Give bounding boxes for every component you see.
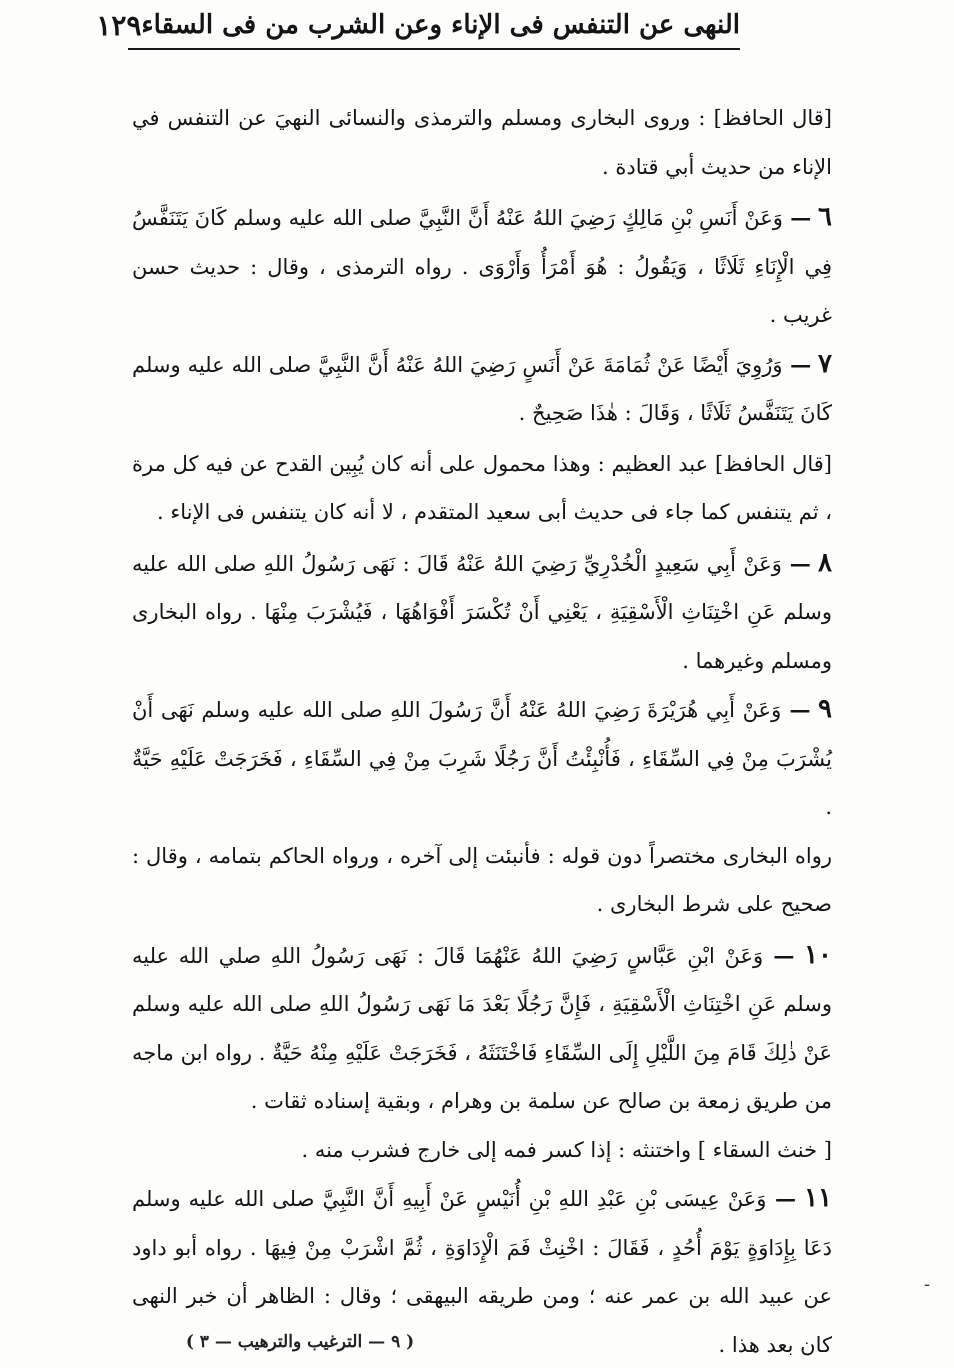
note-paragraph <box>132 832 832 929</box>
body-text <box>132 94 832 1369</box>
hadith-number: ٨ <box>818 547 832 578</box>
hadith-text: وَعَنْ ابْنِ عَبَّاسٍ رَضِيَ اللهُ عَنْهُمَا قَالَ : نَهَى رَسُولُ اللهِ صلي الله عليه وسلم عَنِ اخْتِنَاثِ الْأَسْقِيَةِ ، فَإِنَّ رَجُلًا بَعْدَ مَا نَهَى رَسُولُ اللهِ صلى الله عليه وسلم عَنْ ذٰلِكَ قَامَ مِنَ اللَّيْلِ إِلَى السِّقَاءِ فَاخْتَنَثَهُ ، فَخَرَجَتْ عَلَيْهِ مِنْهُ حَيَّةٌ . رواه ابن ماجه من طريق زمعة بن صالح عن سلمة بن وهرام ، وبقية إسناده ثقات . <box>132 943 832 1113</box>
hadith-dash: — <box>766 1186 797 1211</box>
hadith-text: وَعَنْ أَبِي هُرَيْرَةَ رَضِيَ اللهُ عَنْهُ أَنَّ رَسُولَ اللهِ صلى الله عليه وسلم نَهَى أَنْ يُشْرَبَ مِنْ فِي السِّقَاءِ ، فَأُنْبِئْتُ أَنَّ رَجُلًا شَرِبَ مِنْ فِي السِّقَاءِ ، فَخَرَجَتْ عَلَيْهِ حَيَّةٌ . <box>132 698 832 819</box>
hadith-dash: — <box>781 697 811 722</box>
paragraph-text: [قال الحافظ] عبد العظيم : وهذا محمول على أنه كان يُبِين القدح عن فيه كل مرة ، ثم يتنفس كما جاء فى حديث أبى سعيد المتقدم ، لا أنه كان يتنفس فى الإناء . <box>132 451 832 524</box>
page-number: ١٢٩ <box>96 8 142 42</box>
hadith-text: وَعَنْ عِيسَى بْنِ عَبْدِ اللهِ بْنِ أُنَيْسٍ عَنْ أَبِيهِ أَنَّ النَّبِيَّ صلى الله عليه وسلم دَعَا بِإِدَاوَةٍ يَوْمَ أُحُدٍ ، فَقَالَ : اخْنِثْ فَمَ الْإِدَاوَةِ ، ثُمَّ اشْرَبْ مِنْ فِيهَا . رواه أبو داود عن عبيد الله بن عمر عنه ؛ ومن طريقه البيهقى ؛ وقال : الظاهر أن خبر النهى كان بعد هذا . <box>132 1187 832 1357</box>
hadith-7 <box>132 340 832 438</box>
paragraph-text: رواه البخارى مختصراً دون قوله : فأنبئت إلى آخره ، ورواه الحاكم بتمامه ، وقال : صحيح على شرط البخارى . <box>132 843 832 916</box>
page-footer: ( ٩ — الترغيب والترهيب — ٣ ) <box>185 1332 415 1352</box>
hadith-number: ٩ <box>818 694 832 724</box>
paragraph-text: [ خنث السقاء ] واختنثه : إذا كسر فمه إلى خارج فشرب منه . <box>301 1137 832 1162</box>
note-paragraph <box>132 440 832 537</box>
hadith-number: ٧ <box>818 348 832 379</box>
header-rule <box>128 48 740 50</box>
note-paragraph <box>132 1126 832 1175</box>
hadith-9 <box>132 685 832 832</box>
hadith-dash: — <box>782 351 812 377</box>
margin-mark: - <box>924 1274 931 1295</box>
hadith-8 <box>132 539 832 686</box>
hadith-dash: — <box>763 942 795 968</box>
hadith-text: وَرُوِيَ أَيْضًا عَنْ ثُمَامَةَ عَنْ أَنَسٍ رَضِيَ اللهُ عَنْهُ أَنَّ النَّبِيَّ صلى الله عليه وسلم كَانَ يَتَنَفَّسُ ثَلَاثًا ، وَقَالَ : هٰذَا صَحِيحٌ . <box>132 352 832 425</box>
hadith-text: وَعَنْ أَبِي سَعِيدٍ الْخُدْرِيِّ رَضِيَ اللهُ عَنْهُ قَالَ : نَهَى رَسُولُ اللهِ صلى الله عليه وسلم عَنِ اخْتِنَاثِ الْأَسْقِيَةِ ، يَعْنِي أَنْ تُكْسَرَ أَفْوَاهُهَا ، فَيُشْرَبَ مِنْهَا . رواه البخارى ومسلم وغيرهما . <box>132 551 832 673</box>
hadith-dash: — <box>781 550 811 576</box>
hadith-number: ١٠ <box>804 939 832 970</box>
hadith-6 <box>132 193 832 340</box>
hadith-number: ١١ <box>804 1183 832 1213</box>
hadith-number: ٦ <box>818 202 832 232</box>
hadith-10 <box>132 931 832 1126</box>
hadith-text: وَعَنْ أَنَسِ بْنِ مَالِكٍ رَضِيَ اللهُ عَنْهُ أَنَّ النَّبِيَّ صلى الله عليه وسلم كَانَ يَتَنَفَّسُ فِي الْإِنَاءِ ثَلَاثًا ، وَيَقُولُ : هُوَ أَمْرَأُ وَأَرْوَى . رواه الترمذى ، وقال : حديث حسن غريب . <box>132 206 832 327</box>
paragraph-text: [قال الحافظ] : وروى البخارى ومسلم والترمذى والنسائى النهيَ عن التنفس في الإناء من حديث أبي قتادة . <box>132 106 832 179</box>
running-title: النهى عن التنفس فى الإناء وعن الشرب من فى السقاء <box>141 10 740 40</box>
note-paragraph <box>132 94 832 191</box>
page-header <box>96 0 740 50</box>
hadith-dash: — <box>782 205 812 230</box>
